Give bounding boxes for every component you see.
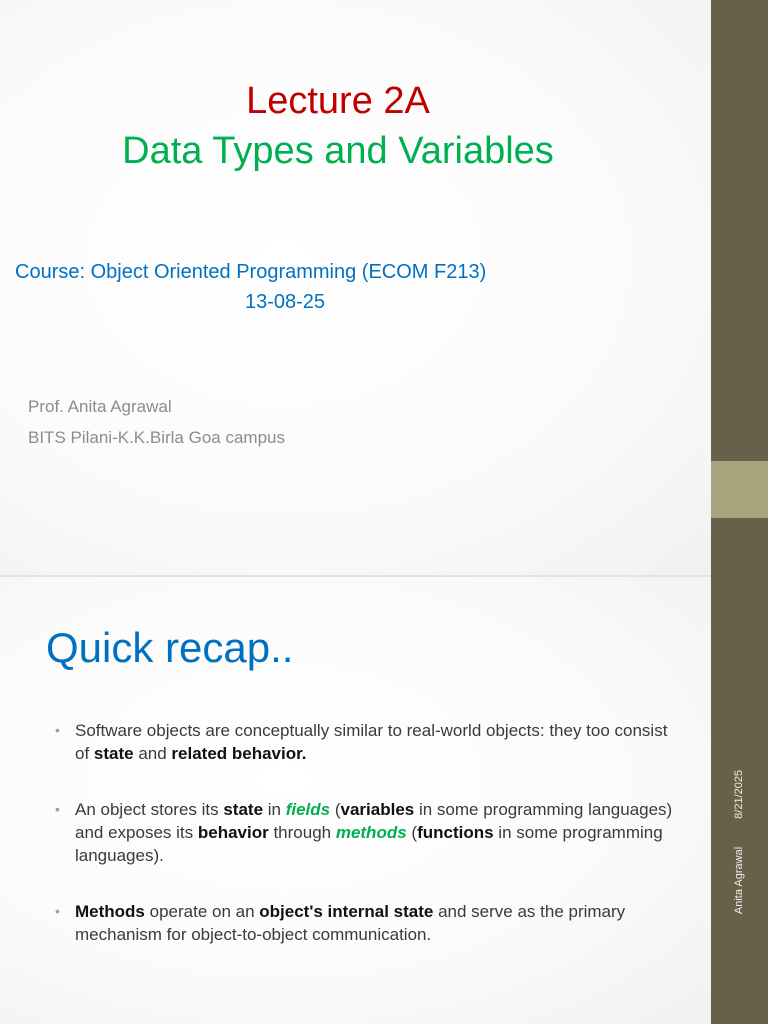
bullet-text: and	[133, 744, 172, 763]
sidebar-accent-block	[711, 461, 768, 518]
bullet-text: operate on an	[144, 902, 260, 921]
bullet-bold: state	[93, 744, 134, 763]
lecture-date: 13-08-25	[244, 291, 326, 313]
recap-title: Quick recap..	[46, 624, 294, 671]
bullet-text: (	[330, 800, 341, 819]
bullet-bold: behavior	[197, 823, 269, 842]
slide-footer	[733, 770, 745, 914]
bullet-bold: variables	[340, 800, 415, 819]
bullet-text: (	[406, 823, 418, 842]
bullet-bold: Methods	[75, 902, 145, 921]
bullet-text: An object stores its	[75, 800, 224, 819]
bullet-green-italic: methods	[335, 823, 407, 842]
recap-slide	[0, 577, 711, 1024]
bullet-bold: functions	[417, 823, 494, 842]
bullet-bold: state	[223, 800, 264, 819]
footer-author: Anita Agrawal	[733, 846, 745, 915]
bullet-item-2	[55, 798, 675, 867]
author-name: Prof. Anita Agrawal	[28, 397, 172, 416]
bullet-text: through	[268, 823, 336, 842]
bullet-text: in	[263, 800, 286, 819]
topic-title: Data Types and Variables	[122, 130, 554, 172]
lecture-title: Lecture 2A	[246, 80, 430, 122]
footer-date: 8/21/2025	[733, 769, 745, 819]
bullet-item-3	[55, 900, 675, 946]
bullet-text: and serve as the primary mechanism for object-to-object communication.	[75, 902, 626, 944]
recap-bullet-list	[55, 719, 675, 946]
bullet-text: in some programming languages).	[75, 823, 663, 865]
bullet-bold: related behavior.	[171, 744, 307, 763]
bullet-dot: •	[55, 801, 60, 817]
institution-name: BITS Pilani-K.K.Birla Goa campus	[28, 428, 285, 447]
course-name: Course: Object Oriented Programming (ECOM F213)	[15, 261, 487, 283]
bullet-dot: •	[55, 903, 60, 919]
bullet-dot: •	[55, 722, 60, 738]
bullet-bold: object's internal state	[259, 902, 434, 921]
bullet-text: in some programming languages) and exposes its	[75, 800, 673, 842]
bullet-green-italic: fields	[285, 800, 331, 819]
bullet-text: Software objects are conceptually similar to real-world objects: they too consist of	[75, 721, 668, 763]
bullet-item-1	[55, 719, 675, 765]
